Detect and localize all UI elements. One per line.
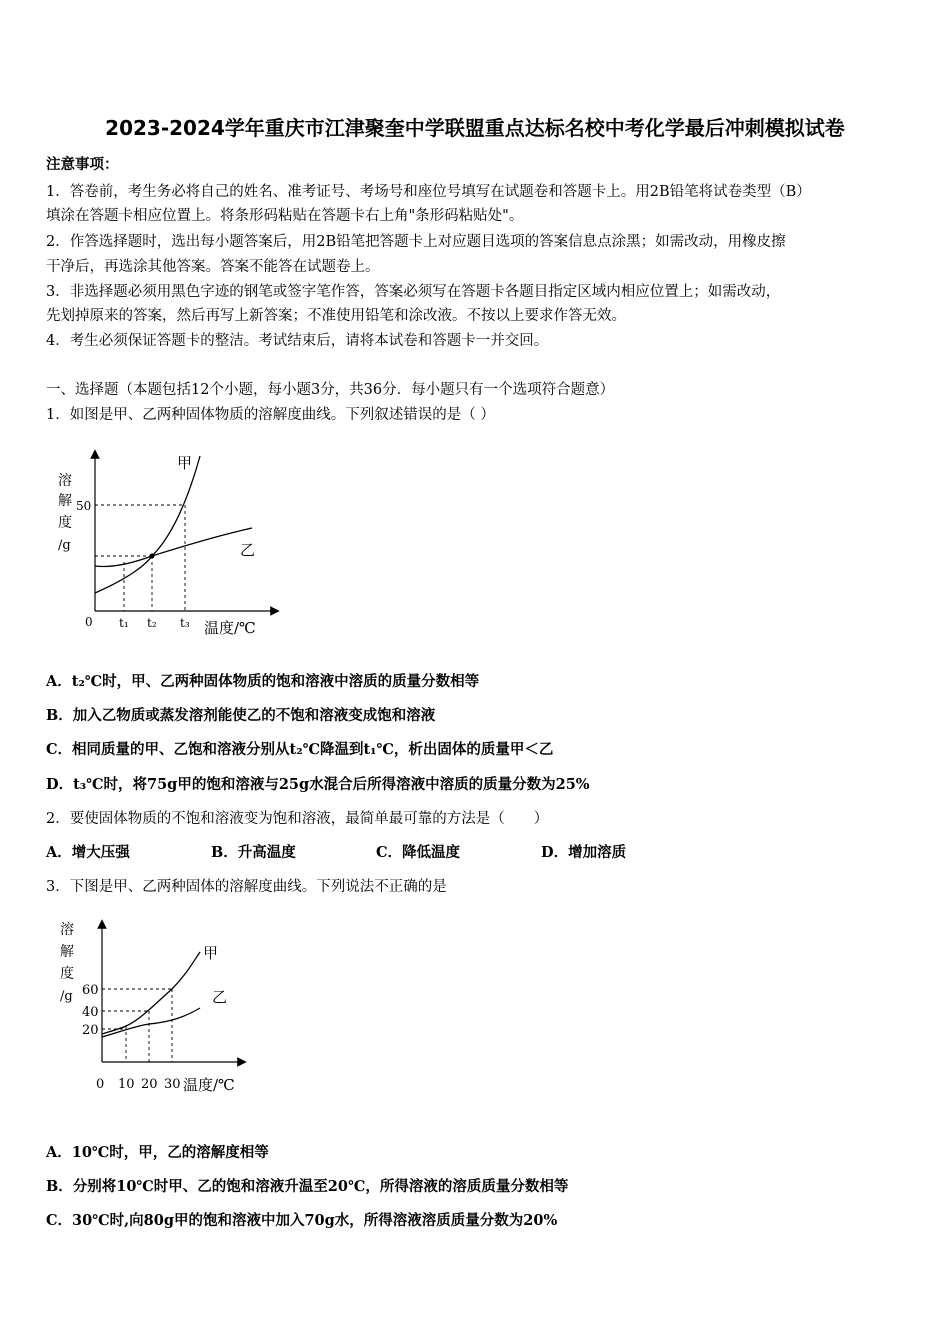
x-axis-label: 温度/℃ [183,1076,235,1094]
notice-line: 填涂在答题卡相应位置上。将条形码粘贴在答题卡右上角"条形码粘贴处"。 [46,208,524,224]
x-tick-label: t₃ [180,616,190,630]
notice-line: 2．作答选择题时，选出每小题答案后，用2B铅笔把答题卡上对应题目选项的答案信息点涂黑；如需改动，用橡皮擦 [46,234,786,250]
notice-heading: 注意事项： [46,156,119,173]
series-label-jia: 甲 [177,454,193,472]
question-1-option-b: B．加入乙物质或蒸发溶剂能使乙的不饱和溶液变成饱和溶液 [46,707,436,724]
x-tick-label: t₁ [119,616,129,630]
x-tick-label: 30 [164,1077,181,1092]
y-tick-label: 50 [76,499,92,513]
question-1-option-d: D．t₃℃时，将75g甲的饱和溶液与25g水混合后所得溶液中溶质的质量分数为25% [46,776,590,793]
question-3-stem: 3．下图是甲、乙两种固体的溶解度曲线。下列说法不正确的是 [46,879,447,895]
y-tick-label: 20 [82,1023,99,1038]
y-axis-label: 解 [58,493,72,509]
section-heading: 一、选择题（本题包括12个小题，每小题3分，共36分．每小题只有一个选项符合题意） [46,382,615,398]
question-1-option-a: A．t₂℃时，甲、乙两种固体物质的饱和溶液中溶质的质量分数相等 [46,673,480,690]
x-tick-label: 20 [141,1077,158,1092]
x-axis-label: 温度/℃ [204,619,256,637]
y-axis-label: 解 [60,944,74,960]
y-axis-label: /g [58,538,71,553]
question-2-options [46,841,671,862]
question-3-option-b: B．分别将10℃时甲、乙的饱和溶液升温至20℃，所得溶液的溶质质量分数相等 [46,1178,569,1195]
question-2-option-a: A．增大压强 [46,844,130,861]
question-2-stem: 2．要使固体物质的不饱和溶液变为饱和溶液，最简单最可靠的方法是（ ） [46,811,549,827]
notice-line: 3．非选择题必须用黑色字迹的钢笔或签字笔作答，答案必须写在答题卡各题目指定区域内相应位置上；如需改动， [46,284,781,300]
notice-line: 干净后，再选涂其他答案。答案不能答在试题卷上。 [46,259,380,275]
page-title: 2023-2024学年重庆市江津聚奎中学联盟重点达标名校中考化学最后冲刺模拟试卷 [105,116,845,140]
y-axis-label: 溶 [60,922,74,938]
question-2-option-c: C．降低温度 [376,844,461,861]
series-label-jia: 甲 [203,944,219,962]
curve-jia [102,952,200,1034]
y-axis-label: 度 [58,515,72,531]
notice-line: 1．答卷前，考生务必将自己的姓名、准考证号、考场号和座位号填写在试题卷和答题卡上。用2B铅笔将试卷类型（B） [46,184,811,200]
question-3-option-c: C．30℃时,向80g甲的饱和溶液中加入70g水，所得溶液溶质质量分数为20% [46,1212,558,1229]
series-label-yi: 乙 [240,541,256,559]
series-label-yi: 乙 [212,988,228,1006]
solubility-chart-2 [50,912,250,1097]
question-2-option-d: D．增加溶质 [541,844,627,861]
question-3-option-a: A．10℃时，甲，乙的溶解度相等 [46,1144,269,1161]
curve-yi [102,1008,200,1037]
y-axis-label: 溶 [58,473,72,489]
y-axis-label: 度 [60,966,74,982]
solubility-chart-1 [50,448,280,643]
origin-label: 0 [85,615,93,629]
question-2-option-b: B．升高温度 [211,844,296,861]
y-axis-label: /g [60,989,73,1004]
notice-line: 先划掉原来的答案，然后再写上新答案；不准使用铅笔和涂改液。不按以上要求作答无效。 [46,308,626,324]
question-1-option-c: C．相同质量的甲、乙饱和溶液分别从t₂℃降温到t₁℃，析出固体的质量甲＜乙 [46,741,554,758]
notice-line: 4．考生必须保证答题卡的整洁。考试结束后，请将本试卷和答题卡一并交回。 [46,333,549,349]
x-tick-label: 0 [96,1077,105,1092]
curve-jia [95,456,200,593]
question-1-stem: 1．如图是甲、乙两种固体物质的溶解度曲线。下列叙述错误的是（ ） [46,407,495,423]
curve-yi [95,528,252,567]
x-tick-label: 10 [118,1077,135,1092]
x-tick-label: t₂ [147,616,157,630]
y-tick-label: 40 [82,1005,99,1020]
y-tick-label: 60 [82,983,99,998]
